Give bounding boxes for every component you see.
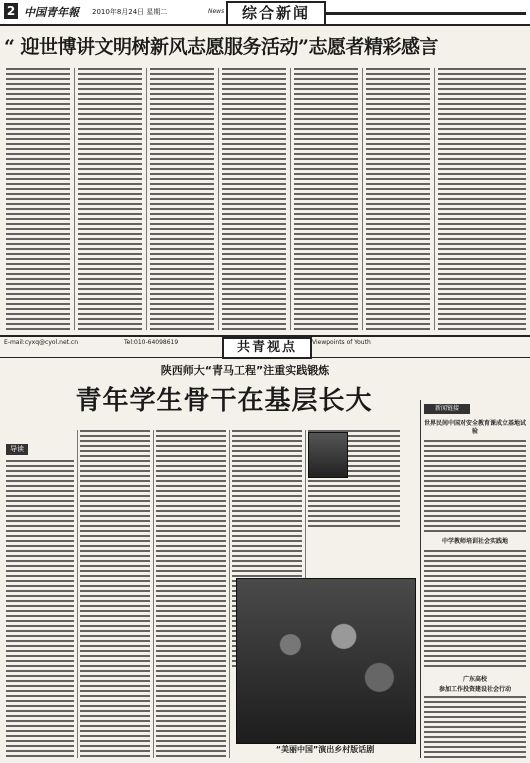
main-headline: 青年学生骨干在基层长大: [75, 386, 373, 416]
sidebar-text-1: [424, 440, 526, 532]
portrait-photo: [308, 432, 348, 478]
main-col-2: [80, 430, 150, 758]
lead-badge: 导读: [6, 444, 28, 455]
contact-email: E-mail:cyxq@cyol.net.cn: [4, 339, 78, 346]
col-divider: [434, 68, 435, 330]
contact-tel: Tel:010-64098619: [124, 339, 179, 346]
section-title: 综合新闻: [226, 1, 326, 26]
masthead-logo: 中国青年報: [24, 6, 79, 19]
sidebar-item-3-title: 广东高校: [462, 676, 487, 683]
top-col-4: [222, 68, 286, 330]
top-col-5: [294, 68, 358, 330]
main-subheadline: 陕西师大“青马工程”注重实践锻炼: [160, 364, 330, 377]
sidebar-item-2-title: 中学教师培训社会实践地: [441, 538, 508, 545]
main-col-1: [6, 460, 74, 758]
page-number: 2: [4, 3, 18, 19]
section-title-2: 共青视点: [222, 337, 312, 359]
top-col-3: [150, 68, 214, 330]
top-col-1: [6, 68, 70, 330]
issue-date: 2010年8月24日 星期二: [92, 8, 168, 16]
sidebar-text-2: [424, 550, 526, 670]
main-photo: [236, 578, 416, 744]
photo-caption: “美丽中国”演出乡村版话剧: [275, 745, 375, 754]
top-col-6: [366, 68, 430, 330]
middle-rule-2: [0, 357, 530, 358]
col-divider: [290, 68, 291, 330]
col-divider: [146, 68, 147, 330]
sidebar-label: 新闻链接: [424, 404, 470, 414]
header-rule: [326, 12, 526, 15]
top-col-7: [438, 68, 526, 330]
main-col-3: [156, 430, 226, 758]
col-divider: [153, 430, 154, 758]
col-divider: [362, 68, 363, 330]
col-divider: [77, 430, 78, 758]
col-divider: [218, 68, 219, 330]
sidebar-divider: [420, 400, 421, 758]
col-divider: [74, 68, 75, 330]
top-headline: “ 迎世博讲文明树新风志愿服务活动”志愿者精彩感言: [4, 36, 438, 58]
brand-tag: News: [208, 8, 225, 15]
sidebar-item-1-title: 世界民间中国对安全教育课成立基地试验: [424, 420, 527, 435]
sidebar-item-3-sub: 参加工作投资建设社会行动: [438, 686, 511, 693]
sidebar-text-3: [424, 696, 526, 758]
section-en: Viewpoints of Youth: [312, 339, 371, 346]
top-col-2: [78, 68, 142, 330]
col-divider: [229, 430, 230, 758]
